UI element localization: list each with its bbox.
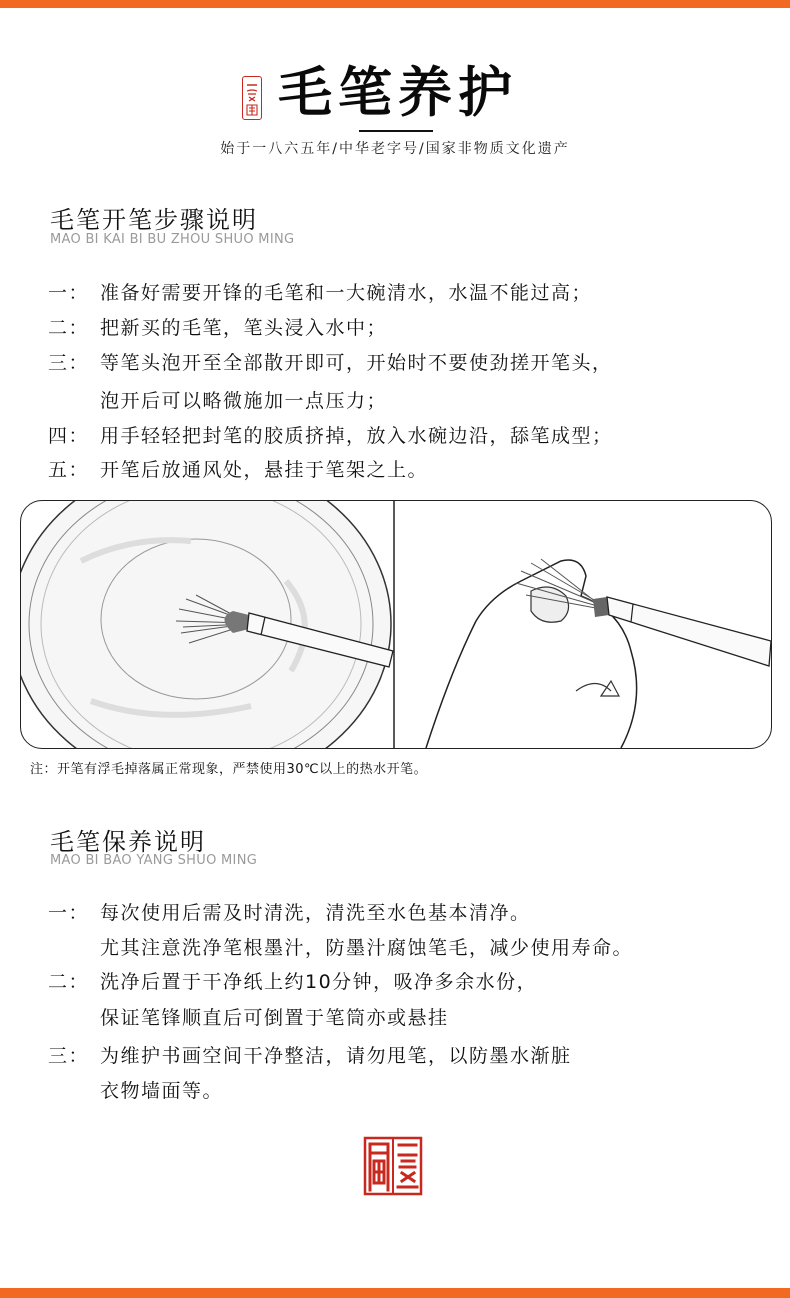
care-step-3-continued: 衣物墙面等。 — [100, 1080, 224, 1102]
opening-step-5 — [48, 455, 428, 482]
opening-step-3-continued: 泡开后可以略微施加一点压力； — [100, 390, 388, 412]
section-title-care: 毛笔保养说明 — [50, 828, 206, 856]
page-title: 毛笔养护 — [278, 60, 518, 124]
care-step-1 — [48, 898, 531, 925]
step-text: 把新买的毛笔，笔头浸入水中； — [100, 317, 388, 339]
step-number: 一： — [48, 902, 90, 924]
step-text: 用手轻轻把封笔的胶质挤掉，放入水碗边沿，舔笔成型； — [100, 425, 613, 447]
opening-step-3 — [48, 348, 613, 375]
brush-illustration-panel — [20, 500, 772, 749]
section-subtitle-care: MAO BI BAO YANG SHUO MING — [50, 853, 258, 868]
step-number: 五： — [48, 459, 90, 481]
step-text: 开笔后放通风处，悬挂于笔架之上。 — [100, 459, 429, 481]
care-step-1-continued: 尤其注意洗净笔根墨汁，防墨汁腐蚀笔毛，减少使用寿命。 — [100, 937, 634, 959]
step-text: 准备好需要开锋的毛笔和一大碗清水，水温不能过高； — [100, 282, 593, 304]
footer-seal-icon — [362, 1135, 424, 1197]
bowl-with-brush-illustration — [21, 501, 393, 748]
care-step-2-continued: 保证笔锋顺直后可倒置于笔筒亦或悬挂 — [100, 1007, 449, 1029]
opening-note: 注：开笔有浮毛掉落属正常现象，严禁使用30℃以上的热水开笔。 — [30, 762, 428, 777]
step-number: 三： — [48, 352, 90, 374]
step-number: 二： — [48, 971, 90, 993]
step-text: 等笔头泡开至全部散开即可，开始时不要使劲搓开笔头， — [100, 352, 613, 374]
hand-shaping-brush-illustration — [426, 559, 771, 748]
section-title-opening: 毛笔开笔步骤说明 — [50, 206, 258, 234]
step-text: 洗净后置于干净纸上约10分钟，吸净多余水份， — [100, 971, 538, 993]
step-number: 三： — [48, 1045, 90, 1067]
step-text: 每次使用后需及时清洗，清洗至水色基本清净。 — [100, 902, 531, 924]
section-subtitle-opening: MAO BI KAI BI BU ZHOU SHUO MING — [50, 232, 295, 247]
care-step-2 — [48, 967, 537, 994]
step-text: 为维护书画空间干净整洁，请勿甩笔，以防墨水渐脏 — [100, 1045, 572, 1067]
logo-seal-icon — [242, 76, 262, 120]
opening-step-2 — [48, 313, 387, 340]
brand-tagline: 始于一八六五年/中华老字号/国家非物质文化遗产 — [220, 141, 570, 157]
title-underline — [359, 130, 433, 132]
opening-step-4 — [48, 421, 613, 448]
care-step-3 — [48, 1041, 572, 1068]
step-number: 一： — [48, 282, 90, 304]
opening-step-1 — [48, 278, 592, 305]
step-number: 二： — [48, 317, 90, 339]
step-number: 四： — [48, 425, 90, 447]
top-accent-bar — [0, 0, 790, 8]
bottom-accent-bar — [0, 1288, 790, 1298]
